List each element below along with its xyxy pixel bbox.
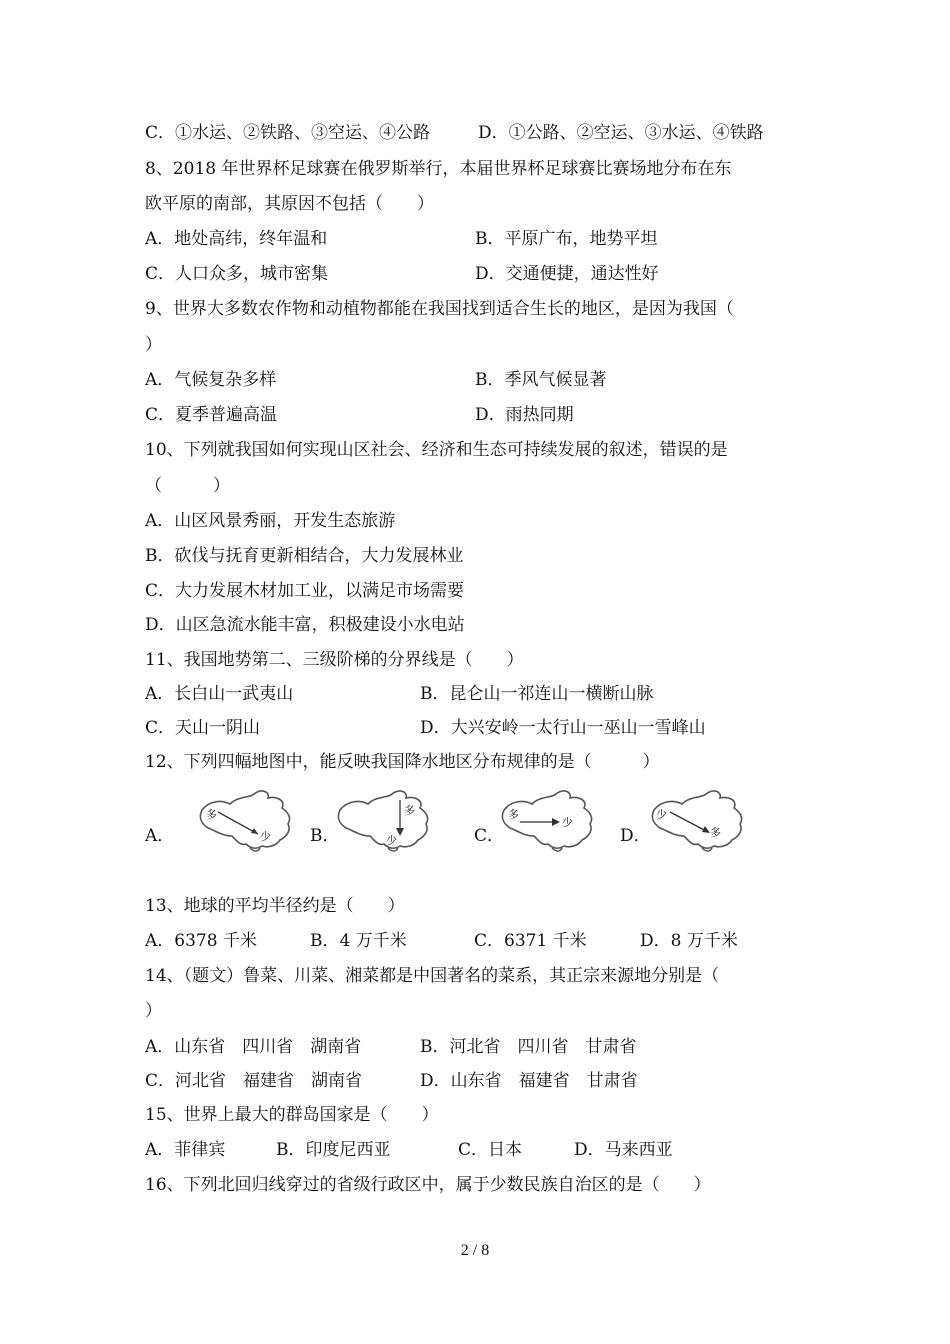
q11-option-d: D．大兴安岭一太行山一巫山一雪峰山 [420,718,706,738]
q9-option-b: B．季风气候显著 [475,370,607,390]
china-map-icon [498,788,602,854]
page-number: 2 / 8 [460,1242,490,1259]
q12-option-c-label: C． [474,826,505,846]
svg-text:少: 少 [562,816,573,829]
q14-stem-line2: ） [145,1001,162,1021]
q10-stem-line2: （ ） [145,476,230,496]
svg-text:多: 多 [404,804,415,817]
q10-option-d: D．山区急流水能丰富，积极建设小水电站 [145,615,465,635]
q12-option-b-label: B． [310,826,340,846]
svg-text:少: 少 [260,830,271,843]
q15-option-d: D．马来西亚 [574,1140,673,1160]
svg-text:多: 多 [508,808,519,821]
q12-option-a-label: A． [145,826,175,846]
q8-stem-line1: 8、2018 年世界杯足球赛在俄罗斯举行，本届世界杯足球赛比赛场地分布在东 [145,159,732,179]
q13-option-a: A．6378 千米 [145,931,257,951]
q14-option-a: A．山东省 四川省 湖南省 [145,1037,362,1057]
q12-map-b [334,788,438,854]
china-map-icon [196,788,300,854]
svg-text:多: 多 [206,808,217,821]
q9-stem-line1: 9、世界大多数农作物和动植物都能在我国找到适合生长的地区，是因为我国（ [145,299,734,319]
q11-option-c: C．天山一阴山 [145,718,261,738]
q11-option-a: A．长白山一武夷山 [145,684,294,704]
q14-option-c: C．河北省 福建省 湖南省 [145,1071,363,1091]
q12-option-d-label: D． [620,826,651,846]
svg-text:少: 少 [656,808,667,821]
q8-option-c: C．人口众多，城市密集 [145,264,329,284]
q8-option-a: A．地处高纬，终年温和 [145,229,328,249]
q15-option-c: C．日本 [458,1140,523,1160]
q16-stem: 16、下列北回归线穿过的省级行政区中，属于少数民族自治区的是（ ） [145,1175,711,1195]
q15-option-a: A．菲律宾 [145,1140,226,1160]
q7-option-c: C．①水运、②铁路、③空运、④公路 [145,123,431,143]
q10-stem-line1: 10、下列就我国如何实现山区社会、经济和生态可持续发展的叙述，错误的是 [145,440,728,460]
q10-option-b: B．砍伐与抚育更新相结合，大力发展林业 [145,546,464,566]
q10-option-a: A．山区风景秀丽，开发生态旅游 [145,511,396,531]
china-map-icon [334,788,438,854]
q12-stem: 12、下列四幅地图中，能反映我国降水地区分布规律的是（ ） [145,752,660,772]
q8-stem-line2: 欧平原的南部，其原因不包括（ ） [145,194,434,214]
q9-stem-line2: ） [145,335,162,355]
q10-option-c: C．大力发展木材加工业，以满足市场需要 [145,581,465,601]
q15-option-b: B．印度尼西亚 [276,1140,391,1160]
q9-option-d: D．雨热同期 [475,405,574,425]
q13-option-d: D．8 万千米 [640,931,738,951]
q13-option-b: B．4 万千米 [310,931,407,951]
q15-stem: 15、世界上最大的群岛国家是（ ） [145,1105,439,1125]
q11-stem: 11、我国地势第二、三级阶梯的分界线是（ ） [145,650,524,670]
q12-map-a [196,788,300,854]
q11-option-b: B．昆仑山一祁连山一横断山脉 [420,684,654,704]
svg-text:少: 少 [386,834,397,847]
q13-option-c: C．6371 千米 [474,931,587,951]
q8-option-b: B．平原广布，地势平坦 [475,229,658,249]
q14-option-d: D．山东省 福建省 甘肃省 [420,1071,638,1091]
svg-text:多: 多 [710,826,721,839]
q9-option-c: C．夏季普遍高温 [145,405,278,425]
q14-option-b: B．河北省 四川省 甘肃省 [420,1037,637,1057]
q13-stem: 13、地球的平均半径约是（ ） [145,896,405,916]
q7-option-d: D．①公路、②空运、③水运、④铁路 [478,123,764,143]
q9-option-a: A．气候复杂多样 [145,370,277,390]
q8-option-d: D．交通便捷，通达性好 [475,264,659,284]
q12-map-c [498,788,602,854]
q12-map-d [648,788,752,854]
q14-stem-line1: 14、（题文）鲁菜、川菜、湘菜都是中国著名的菜系，其正宗来源地分别是（ [145,966,720,986]
china-map-icon [648,788,752,854]
